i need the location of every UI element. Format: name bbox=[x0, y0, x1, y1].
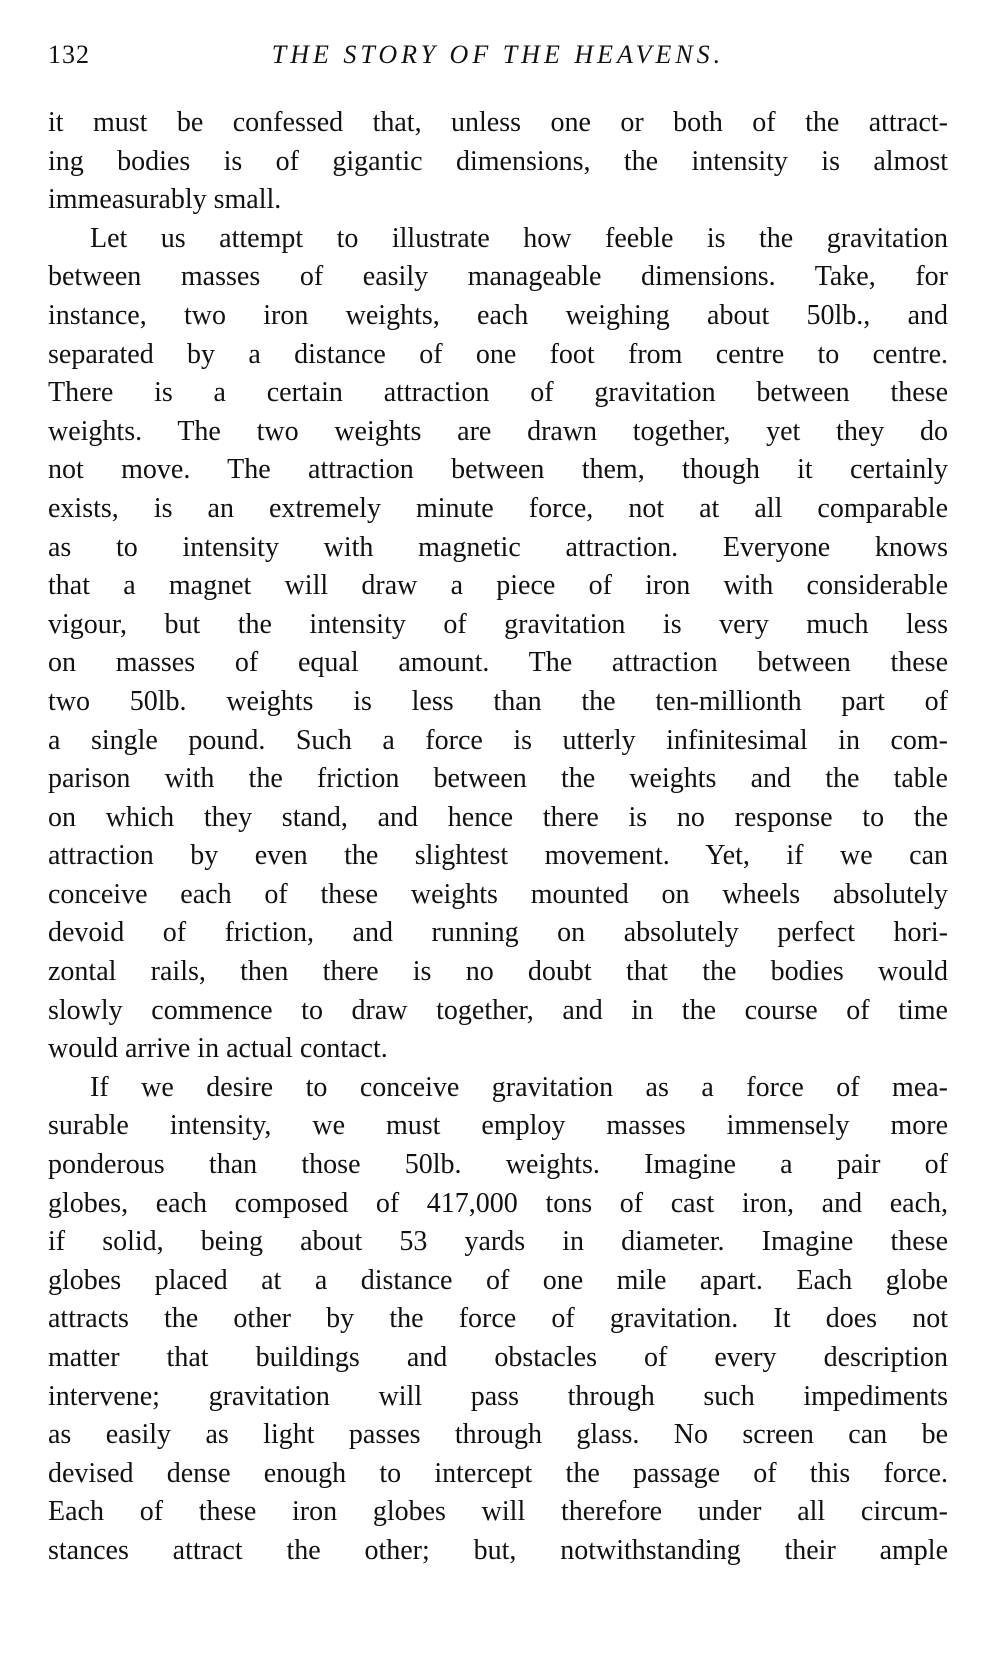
text-line: surable intensity, we must employ masses immensely more bbox=[48, 1110, 948, 1142]
text-line: exists, is an extremely minute force, not at all comparable bbox=[48, 492, 948, 524]
text-line: ing bodies is of gigantic dimensions, the intensity is almost bbox=[48, 145, 948, 177]
text-line: If we desire to conceive gravitation as a force of mea- bbox=[90, 1071, 948, 1103]
text-line: vigour, but the intensity of gravitation is very much less bbox=[48, 608, 948, 640]
text-line: two 50lb. weights is less than the ten-millionth part of bbox=[48, 685, 948, 717]
text-line: as easily as light passes through glass. No screen can be bbox=[48, 1419, 948, 1451]
text-line: There is a certain attraction of gravitation between these bbox=[48, 377, 948, 409]
text-line: weights. The two weights are drawn together, yet they do bbox=[48, 415, 948, 447]
running-title: THE STORY OF THE HEAVENS. bbox=[271, 40, 725, 69]
text-line: if solid, being about 53 yards in diameter. Imagine these bbox=[48, 1226, 948, 1258]
text-line: devised dense enough to intercept the passage of this force. bbox=[48, 1457, 948, 1489]
text-line: on masses of equal amount. The attraction between these bbox=[48, 647, 948, 679]
text-line: attraction by even the slightest movement. Yet, if we can bbox=[48, 840, 948, 872]
paragraph-2 bbox=[48, 220, 948, 1069]
paragraph-3 bbox=[48, 1069, 948, 1571]
text-line: Each of these iron globes will therefore under all circum- bbox=[48, 1496, 948, 1528]
text-line: parison with the friction between the weights and the table bbox=[48, 763, 948, 795]
text-line: stances attract the other; but, notwithstanding their ample bbox=[48, 1534, 948, 1566]
text-line: intervene; gravitation will pass through such impediments bbox=[48, 1380, 948, 1412]
text-line: Let us attempt to illustrate how feeble is the gravitation bbox=[90, 222, 948, 254]
text-line: instance, two iron weights, each weighing about 50lb., and bbox=[48, 299, 948, 331]
text-line: attracts the other by the force of gravitation. It does not bbox=[48, 1303, 948, 1335]
text-line: matter that buildings and obstacles of every description bbox=[48, 1342, 948, 1373]
page-number: 132 bbox=[48, 40, 90, 69]
text-line: it must be confessed that, unless one or both of the attract- bbox=[48, 107, 948, 138]
text-line: that a magnet will draw a piece of iron with considerable bbox=[48, 570, 948, 602]
text-line: a single pound. Such a force is utterly infinitesimal in com- bbox=[48, 724, 948, 756]
text-line: globes placed at a distance of one mile apart. Each globe bbox=[48, 1264, 948, 1296]
book-page bbox=[48, 40, 948, 1571]
text-line: slowly commence to draw together, and in the course of time bbox=[48, 994, 948, 1026]
text-line: not move. The attraction between them, though it certainly bbox=[48, 454, 948, 486]
text-line: devoid of friction, and running on absolutely perfect hori- bbox=[48, 917, 948, 949]
paragraph-1 bbox=[48, 104, 948, 220]
text-line: as to intensity with magnetic attraction. Everyone knows bbox=[48, 531, 948, 563]
text-line: globes, each composed of 417,000 tons of cast iron, and each, bbox=[48, 1187, 948, 1219]
text-line: ponderous than those 50lb. weights. Imagine a pair of bbox=[48, 1149, 948, 1181]
text-line: conceive each of these weights mounted on wheels absolutely bbox=[48, 878, 948, 910]
text-line: zontal rails, then there is no doubt that the bodies would bbox=[48, 956, 948, 988]
text-line: between masses of easily manageable dimensions. Take, for bbox=[48, 261, 948, 293]
text-line: immeasurably small. bbox=[48, 184, 282, 216]
text-line: separated by a distance of one foot from centre to centre. bbox=[48, 338, 948, 370]
page-header bbox=[48, 40, 948, 84]
text-line: on which they stand, and hence there is no response to the bbox=[48, 801, 948, 833]
text-line: would arrive in actual contact. bbox=[48, 1033, 388, 1065]
